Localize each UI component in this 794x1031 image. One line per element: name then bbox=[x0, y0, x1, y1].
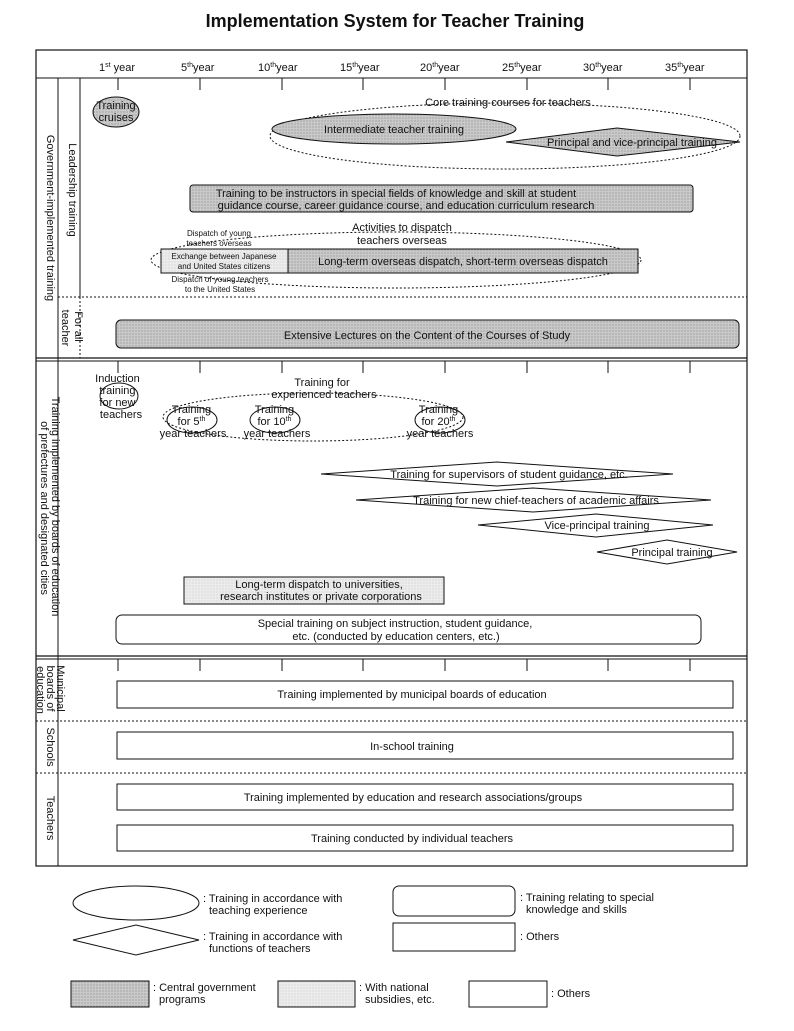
section-label-municipal: Municipal boards of education bbox=[34, 665, 66, 714]
year-label: 15thyear bbox=[340, 62, 380, 74]
svg-text:Dispatch of youngteachers over: Dispatch of young teachers overseas bbox=[186, 229, 252, 248]
in-school-training bbox=[117, 732, 733, 759]
section-label-prefectures: Training implemented by boards of education of prefectures and designated cities bbox=[38, 396, 61, 617]
training-cruises bbox=[93, 97, 139, 127]
special-training-education-centers bbox=[116, 615, 701, 644]
legend-national-fill bbox=[278, 981, 435, 1007]
svg-text:Core training courses for teac: Core training courses for teachers bbox=[425, 97, 591, 109]
year-label: 25thyear bbox=[502, 62, 542, 74]
chief-teachers-training bbox=[356, 488, 711, 512]
induction-training bbox=[95, 373, 143, 421]
legend-central-fill bbox=[71, 981, 256, 1007]
legend-plain-rect bbox=[393, 923, 560, 951]
svg-text:: Others: : Others bbox=[520, 931, 560, 943]
legend-rounded-rect bbox=[393, 886, 654, 916]
page-title: Implementation System for Teacher Training bbox=[205, 11, 585, 31]
twentieth-year-training bbox=[407, 404, 474, 440]
legend bbox=[71, 886, 654, 1007]
svg-text:Special training on subject in: Special training on subject instruction, student guidance, etc. (conducted by education centers, etc.) bbox=[257, 618, 533, 643]
svg-text:Trainingcruises: Training cruises bbox=[96, 100, 136, 124]
svg-text:Training for new chief-teacher: Training for new chief-teachers of academic affairs bbox=[413, 495, 659, 507]
svg-text:Training for supervisors of st: Training for supervisors of student guidance, etc. bbox=[390, 469, 628, 481]
extensive-lectures bbox=[116, 320, 739, 348]
section-label-schools: Schools bbox=[44, 727, 56, 767]
svg-text:Training forexperienced teache: Training for experienced teachers bbox=[271, 377, 377, 401]
svg-text:Long-term dispatch to universi: Long-term dispatch to universities, research institutes or private corporations bbox=[220, 579, 422, 603]
principal-vice-principal-training bbox=[506, 128, 740, 156]
instructors-training bbox=[190, 185, 693, 212]
svg-text:Induction training: Induction training for new teachers bbox=[95, 373, 143, 421]
svg-text:: With nationalsubsidies, etc.: : With national subsidies, etc. bbox=[359, 982, 435, 1006]
year-label: 5thyear bbox=[181, 62, 215, 74]
svg-text:Long-term overseas dispatch, s: Long-term overseas dispatch, short-term overseas dispatch bbox=[318, 256, 608, 268]
legend-plain-fill bbox=[469, 981, 591, 1007]
year-label: 10thyear bbox=[258, 62, 298, 74]
svg-text:Exchange between Japaneseand U: Exchange between Japanese and United States citizens bbox=[171, 252, 277, 271]
section-label-leadership: Leadership training bbox=[66, 143, 78, 237]
legend-ellipse bbox=[73, 886, 342, 920]
year-axis bbox=[99, 62, 705, 74]
svg-text:: Others: : Others bbox=[551, 988, 591, 1000]
long-term-dispatch-universities bbox=[184, 577, 444, 604]
legend-diamond bbox=[73, 925, 342, 955]
svg-text:Vice-principal training: Vice-principal training bbox=[544, 520, 650, 532]
overseas-dispatch bbox=[151, 222, 641, 294]
svg-text:Intermediate teacher training: Intermediate teacher training bbox=[323, 124, 465, 136]
principal-training bbox=[597, 540, 737, 564]
associations-training bbox=[117, 784, 733, 810]
svg-text:Training implemented by munici: Training implemented by municipal boards of education bbox=[277, 689, 547, 701]
section-label-government: Government-implemented training bbox=[44, 134, 56, 302]
intermediate-teacher-training bbox=[272, 114, 516, 144]
svg-text:In-school training: In-school training bbox=[370, 741, 454, 753]
vice-principal-training bbox=[478, 514, 713, 537]
municipal-training bbox=[117, 681, 733, 708]
svg-text:Training for 20th: Training for 20th year teachers bbox=[406, 404, 474, 440]
svg-text:Training conducted by individu: Training conducted by individual teachers bbox=[311, 833, 513, 845]
tenth-year-training bbox=[244, 404, 311, 440]
svg-text:Training implemented by educat: Training implemented by education and research associations/groups bbox=[243, 792, 583, 804]
svg-text:Training to be instructors in: Training to be instructors in special fields of knowledge and skill at student guidance course, career guidance course, and education curriculum research bbox=[215, 188, 595, 212]
svg-text:Activities to dispatchteachers: Activities to dispatch teachers overseas bbox=[352, 222, 452, 247]
section-label-teachers: Teachers bbox=[44, 795, 56, 841]
svg-text:: Central governmentprograms: : Central government programs bbox=[153, 982, 256, 1006]
svg-text:: Training relating to special: : Training relating to special knowledge and skills bbox=[520, 892, 654, 916]
svg-text:: Training in accordance withf: : Training in accordance with functions of teachers bbox=[203, 931, 343, 955]
svg-text:Dispatch of young teachersto t: Dispatch of young teachers to the United States bbox=[171, 275, 269, 294]
svg-text:Extensive Lectures on the Cont: Extensive Lectures on the Content of the Courses of Study bbox=[283, 330, 571, 342]
supervisors-training bbox=[321, 462, 673, 486]
section-label-for-all: For all teacher bbox=[59, 309, 84, 347]
year-label: 30thyear bbox=[583, 62, 623, 74]
svg-text:Training for 10th: Training for 10th year teachers bbox=[243, 404, 311, 440]
year-label: 1st year bbox=[99, 62, 136, 74]
svg-text:Principal and vice-principal t: Principal and vice-principal training bbox=[547, 137, 717, 149]
individual-training bbox=[117, 825, 733, 851]
svg-text:: Training in accordance witht: : Training in accordance with teaching experience bbox=[203, 893, 343, 917]
year-label: 20thyear bbox=[420, 62, 460, 74]
year-label: 35thyear bbox=[665, 62, 705, 74]
svg-text:Training for 5th y: Training for 5th year teachers bbox=[159, 404, 227, 440]
svg-text:Principal training: Principal training bbox=[631, 547, 713, 559]
